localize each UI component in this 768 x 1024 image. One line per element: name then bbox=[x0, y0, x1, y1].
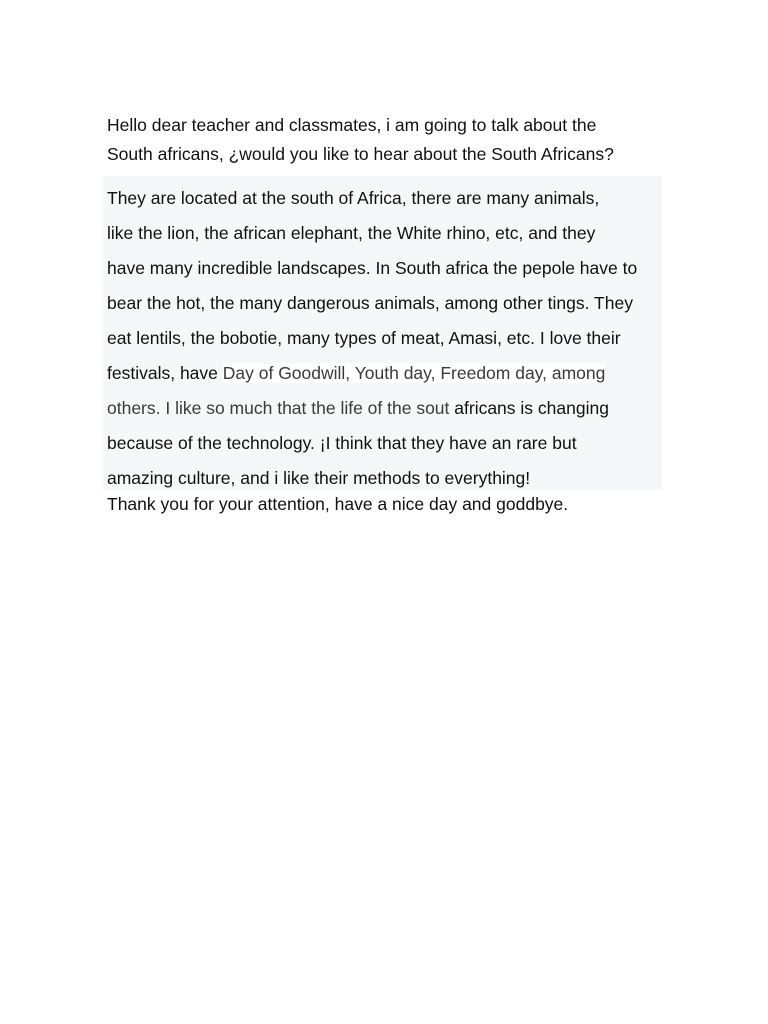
body-line-6-start: festivals, have bbox=[107, 363, 223, 383]
body-line-3: have many incredible landscapes. In South africa the pepole have to bbox=[107, 258, 638, 278]
body-line-4: bear the hot, the many dangerous animals, among other tings. They bbox=[107, 293, 633, 313]
body-line-7-grey: others. I like so much that the life of the sout bbox=[107, 398, 450, 418]
intro-line-2: South africans, ¿would you like to hear about the South Africans? bbox=[107, 143, 614, 164]
body-line-2: like the lion, the african elephant, the White rhino, etc, and they bbox=[107, 223, 596, 243]
body-line-9: amazing culture, and i like their methods to everything! bbox=[107, 468, 531, 488]
closing-line: Thank you for your attention, have a nice day and goddbye. bbox=[107, 494, 569, 514]
festivals-highlight: Day of Goodwill, Youth day, Freedom day, among bbox=[222, 363, 606, 383]
body-line-5: eat lentils, the bobotie, many types of meat, Amasi, etc. I love their bbox=[107, 328, 621, 348]
body-line-1: They are located at the south of Africa, there are many animals, bbox=[107, 188, 600, 208]
intro-paragraph bbox=[107, 111, 667, 168]
body-paragraph bbox=[107, 181, 667, 496]
body-line-7-end: africans is changing bbox=[449, 398, 609, 418]
intro-line-1: Hello dear teacher and classmates, i am going to talk about the bbox=[107, 115, 597, 135]
body-line-8: because of the technology. ¡I think that they have an rare but bbox=[107, 433, 577, 453]
